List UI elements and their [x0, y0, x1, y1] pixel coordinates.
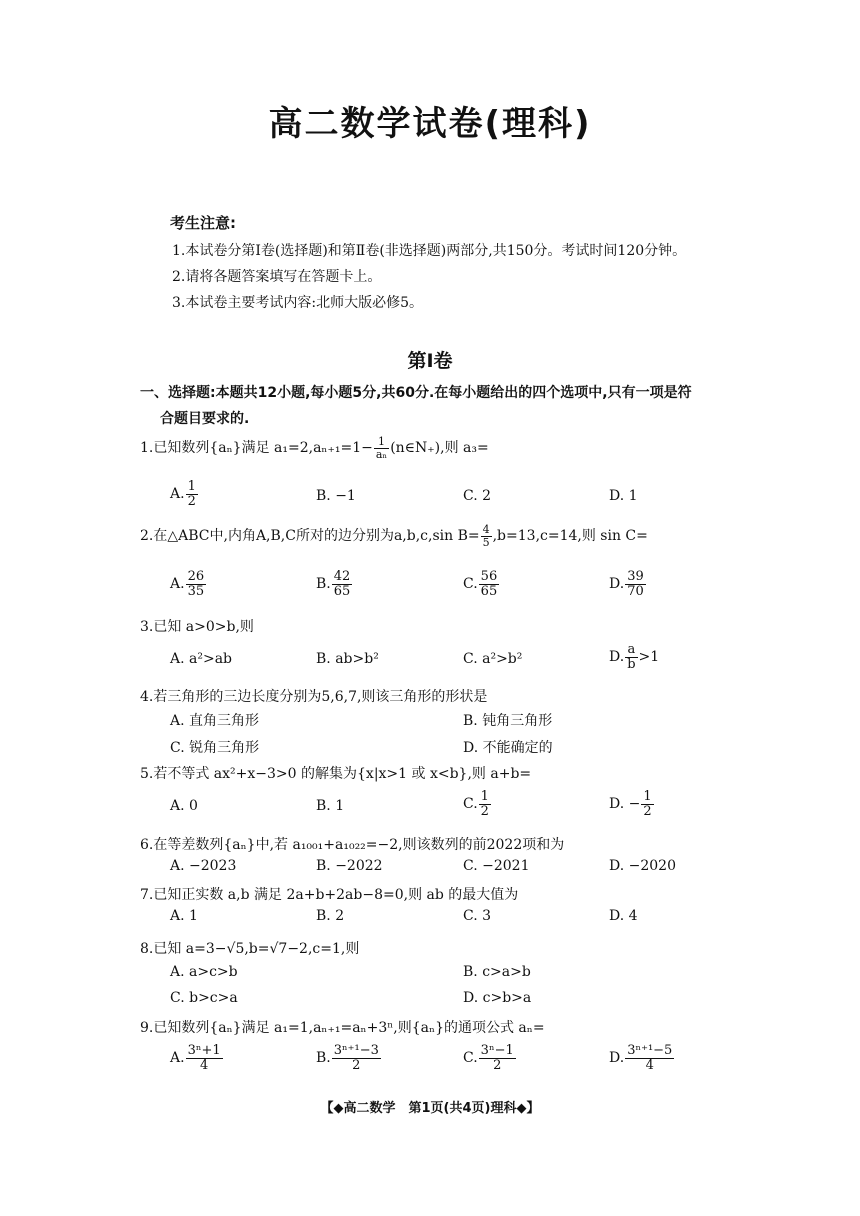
fraction-denominator: b [627, 656, 636, 672]
question-3-option-a: A. a²>ab [170, 651, 233, 667]
question-9-option-c [463, 1044, 517, 1072]
question-4-option-c: C. 锐角三角形 [170, 740, 260, 756]
section-title: 第Ⅰ卷 [407, 350, 453, 372]
page-title: 高二数学试卷(理科) [268, 104, 592, 144]
notice-heading: 考生注意: [170, 214, 236, 232]
question-5-stem: 5.若不等式 ax²+x−3>0 的解集为{x|x>1 或 x<b},则 a+b= [140, 766, 532, 782]
fraction-denominator: 70 [627, 583, 644, 599]
question-3-stem: 3.已知 a>0>b,则 [140, 619, 254, 635]
question-7-option-a: A. 1 [170, 908, 198, 924]
fraction-numerator: 42 [333, 569, 351, 584]
fraction-numerator: 1 [480, 789, 489, 804]
question-1-stem-part-b: (n∈N₊),则 a₃= [390, 440, 489, 457]
question-5-option-a: A. 0 [170, 798, 198, 814]
fraction-numerator: 3ⁿ+1 [187, 1043, 221, 1058]
fraction-numerator: 56 [480, 569, 498, 584]
fraction-denominator: 65 [333, 583, 351, 599]
question-7-option-c: C. 3 [463, 908, 492, 924]
question-5-option-c [463, 790, 492, 818]
fraction-denominator: 2 [480, 803, 489, 819]
question-3-option-d [609, 643, 659, 671]
question-8-option-a: A. a>c>b [170, 964, 238, 980]
option-label: A. [170, 486, 185, 503]
question-6-option-c: C. −2021 [463, 858, 530, 874]
question-6-option-b: B. −2022 [316, 858, 383, 874]
fraction-denominator: 35 [187, 583, 205, 599]
fraction-numerator: 3ⁿ⁺¹−5 [627, 1043, 673, 1058]
option-label: D. [609, 1050, 625, 1067]
question-2-stem-part-b: ,b=13,c=14,则 sin C= [492, 528, 648, 545]
question-4-option-d: D. 不能确定的 [463, 740, 553, 756]
option-fraction [479, 570, 500, 598]
question-7-option-d: D. 4 [609, 908, 638, 924]
notice-item-2: 2.请将各题答案填写在答题卡上。 [172, 269, 382, 285]
question-2-option-a [170, 570, 207, 598]
fraction-denominator: 2 [643, 803, 652, 819]
question-5-option-d [609, 790, 655, 818]
option-fraction [625, 643, 637, 671]
question-2-option-c [463, 570, 500, 598]
fraction-denominator: 2 [352, 1057, 361, 1073]
fraction-numerator: 3ⁿ−1 [480, 1043, 514, 1058]
question-7-stem: 7.已知正实数 a,b 满足 2a+b+2ab−8=0,则 ab 的最大值为 [140, 887, 519, 903]
question-3-option-c: C. a²>b² [463, 651, 523, 667]
instructions-line-1: 一、选择题:本题共12小题,每小题5分,共60分.在每小题给出的四个选项中,只有一项是符 [140, 385, 692, 401]
option-label: B. [316, 1050, 331, 1067]
fraction-denominator: 65 [480, 583, 498, 599]
fraction-denominator: 4 [645, 1057, 654, 1073]
question-2-option-b [316, 570, 353, 598]
option-label: D. − [609, 796, 641, 813]
question-7-option-b: B. 2 [316, 908, 345, 924]
option-label: A. [170, 576, 185, 593]
notice-item-1: 1.本试卷分第Ⅰ卷(选择题)和第Ⅱ卷(非选择题)两部分,共150分。考试时间120分钟。 [172, 243, 687, 259]
question-8-stem: 8.已知 a=3−√5,b=√7−2,c=1,则 [140, 941, 360, 957]
question-3-option-b: B. ab>b² [316, 651, 379, 667]
fraction-numerator: a [625, 643, 637, 658]
option-fraction [479, 1044, 516, 1072]
question-1-fraction [374, 436, 389, 460]
question-5-option-b: B. 1 [316, 798, 345, 814]
question-4-option-b: B. 钝角三角形 [463, 713, 553, 729]
option-fraction [186, 570, 207, 598]
fraction-numerator: 1 [374, 436, 389, 449]
question-6-option-a: A. −2023 [170, 858, 237, 874]
question-8-option-c: C. b>c>a [170, 990, 238, 1006]
question-9-option-d [609, 1044, 675, 1072]
fraction-numerator: 3ⁿ⁺¹−3 [333, 1043, 379, 1058]
option-label: D. [609, 649, 625, 666]
question-8-option-d: D. c>b>a [463, 990, 532, 1006]
option-label: C. [463, 1050, 478, 1067]
option-label: B. [316, 576, 331, 593]
fraction-denominator: 5 [482, 535, 490, 549]
question-6-stem: 6.在等差数列{aₙ}中,若 a₁₀₀₁+a₁₀₂₂=−2,则该数列的前2022项和为 [140, 837, 565, 853]
fraction-denominator: aₙ [375, 447, 388, 461]
question-1-option-c: C. 2 [463, 488, 492, 504]
question-8-option-b: B. c>a>b [463, 964, 531, 980]
question-9-stem: 9.已知数列{aₙ}满足 a₁=1,aₙ₊₁=aₙ+3ⁿ,则{aₙ}的通项公式 aₙ= [140, 1020, 545, 1036]
page-footer: 【◆高二数学 第1页(共4页)理科◆】 [320, 1101, 540, 1116]
fraction-numerator: 39 [627, 569, 644, 584]
instructions-line-2: 合题目要求的. [160, 411, 250, 427]
question-4-stem: 4.若三角形的三边长度分别为5,6,7,则该三角形的形状是 [140, 689, 488, 705]
question-1-option-b: B. −1 [316, 488, 356, 504]
option-fraction [625, 1044, 674, 1072]
fraction-numerator: 1 [187, 479, 196, 494]
option-fraction [186, 480, 198, 508]
fraction-denominator: 4 [199, 1057, 209, 1073]
question-9-option-b [316, 1044, 382, 1072]
notice-item-3: 3.本试卷主要考试内容:北师大版必修5。 [172, 295, 423, 311]
fraction-denominator: 2 [187, 493, 196, 509]
question-2-stem [140, 524, 648, 548]
option-label: C. [463, 796, 478, 813]
option-label: C. [463, 576, 478, 593]
question-2-option-d [609, 570, 647, 598]
question-6-option-d: D. −2020 [609, 858, 676, 874]
option-fraction [625, 570, 646, 598]
question-1-stem-part-a: 1.已知数列{aₙ}满足 a₁=2,aₙ₊₁=1− [140, 440, 373, 457]
option-fraction [332, 1044, 381, 1072]
fraction-numerator: 26 [187, 569, 205, 584]
question-9-option-a [170, 1044, 224, 1072]
option-fraction [641, 790, 653, 818]
question-4-option-a: A. 直角三角形 [170, 713, 260, 729]
option-label: A. [170, 1050, 185, 1067]
fraction-denominator: 2 [493, 1057, 502, 1073]
option-fraction [186, 1044, 223, 1072]
option-fraction [479, 790, 491, 818]
question-2-stem-part-a: 2.在△ABC中,内角A,B,C所对的边分别为a,b,c,sin B= [140, 528, 480, 545]
question-1-option-a [170, 480, 199, 508]
fraction-numerator: 1 [643, 789, 652, 804]
question-2-fraction [481, 524, 492, 548]
question-1-stem [140, 436, 489, 460]
option-fraction [332, 570, 353, 598]
option-label: D. [609, 576, 625, 593]
fraction-numerator: 4 [482, 523, 490, 536]
question-1-option-d: D. 1 [609, 488, 638, 504]
option-tail: >1 [638, 649, 660, 666]
